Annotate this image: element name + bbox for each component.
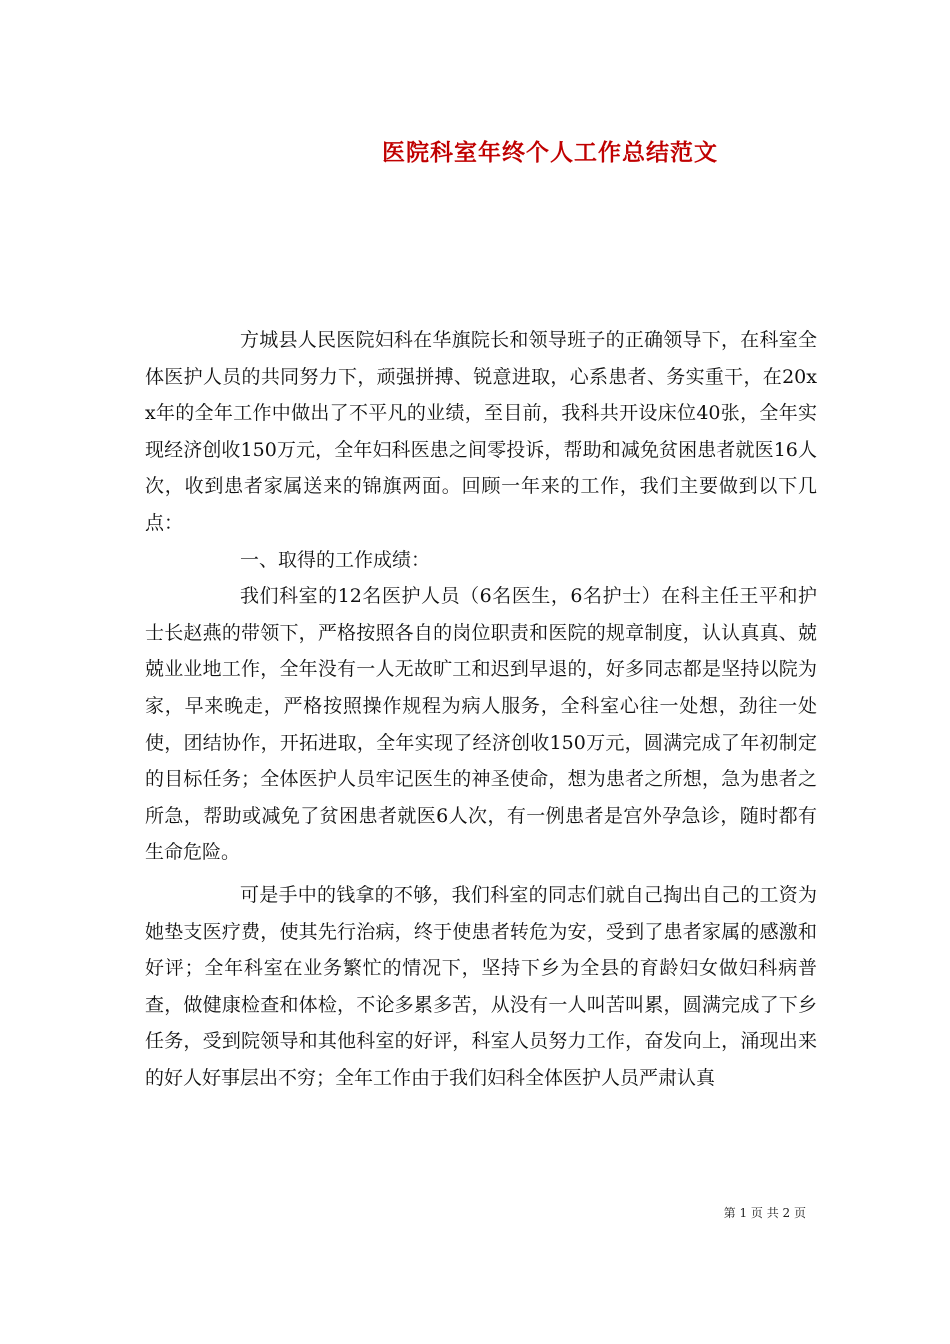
page-footer: 第 1 页 共 2 页 [723, 1206, 806, 1220]
document-title: 医院科室年终个人工作总结范文 [382, 139, 718, 166]
paragraph-continued: 可是手中的钱拿的不够，我们科室的同志们就自己掏出自己的工资为她垫支医疗费，使其先行治病，终于使患者转危为安，受到了患者家属的感激和好评；全年科室在业务繁忙的情况下，坚持下乡为全县的育龄妇女做妇科病普查，做健康检查和体检，不论多累多苦，从没有一人叫苦叫累，圆满完成了下乡任务，受到院领导和其他科室的好评，科室人员努力工作，奋发向上，涌现出来的好人好事层出不穷；全年工作由于我们妇科全体医护人员严肃认真 [145, 883, 817, 1089]
section-heading-achievements: 一、取得的工作成绩： [240, 548, 431, 571]
document-body [145, 322, 817, 1096]
paragraph-intro: 方城县人民医院妇科在华旗院长和领导班子的正确领导下，在科室全体医护人员的共同努力下，顽强拼搏、锐意进取，心系患者、务实重干，在20xx年的全年工作中做出了不平凡的业绩，至目前，我科共开设床位40张，全年实现经济创收150万元，全年妇科医患之间零投诉，帮助和减免贫困患者就医16人次，收到患者家属送来的锦旗两面。回顾一年来的工作，我们主要做到以下几点： [145, 329, 817, 534]
paragraph-achievements: 我们科室的12名医护人员（6名医生，6名护士）在科主任王平和护士长赵燕的带领下，严格按照各自的岗位职责和医院的规章制度，认认真真、兢兢业业地工作，全年没有一人无故旷工和迟到早退的，好多同志都是坚持以院为家，早来晚走，严格按照操作规程为病人服务，全科室心往一处想，劲往一处使，团结协作，开拓进取，全年实现了经济创收150万元，圆满完成了年初制定的目标任务；全体医护人员牢记医生的神圣使命，想为患者之所想，急为患者之所急，帮助或减免了贫困患者就医6人次，有一例患者是宫外孕急诊，随时都有生命危险。 [145, 585, 817, 864]
